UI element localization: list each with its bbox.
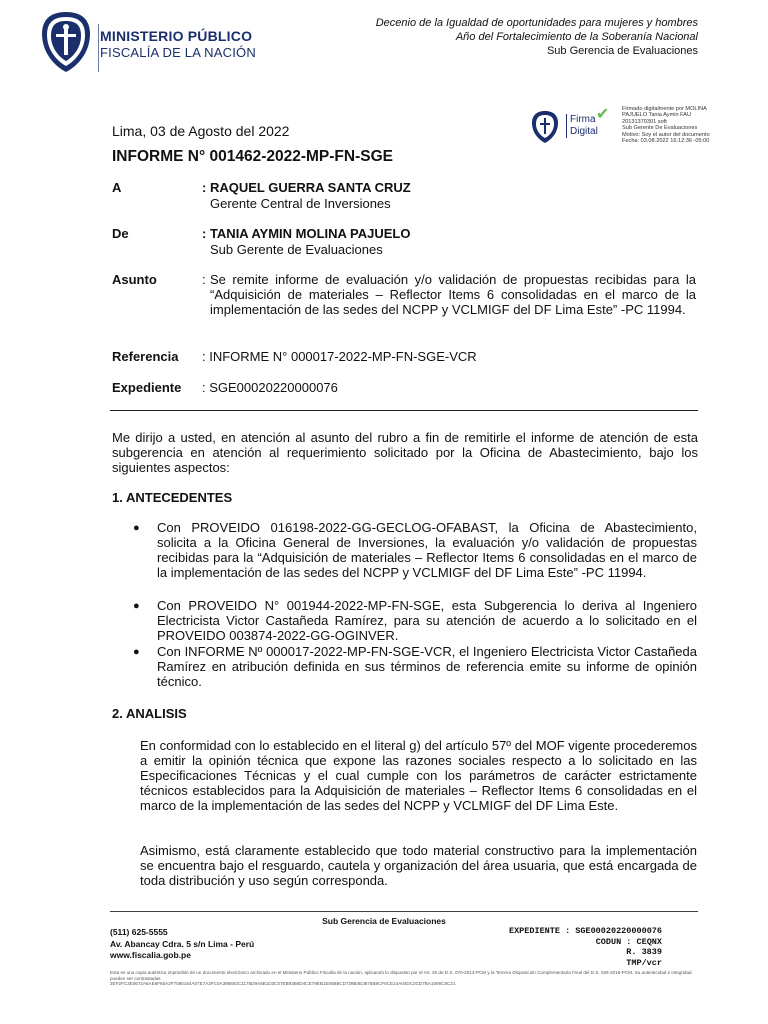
anio-text: Año del Fortalecimiento de la Soberanía Nacional <box>455 31 698 43</box>
org-divider <box>98 24 99 72</box>
footer-codes <box>509 926 662 968</box>
bullet-icon: ● <box>133 646 140 658</box>
footer-website-link[interactable]: www.fiscalia.gob.pe <box>110 950 191 960</box>
signature-seal-icon <box>530 110 560 144</box>
section-analisis-title: 2. ANALISIS <box>112 706 187 721</box>
expediente-label: Expediente <box>112 380 182 395</box>
reference-label: Referencia <box>112 349 179 364</box>
footer-legal-note: Esta es una copia auténtica imprimible de un documento electrónico archivado en el Ministerio Público Fiscalía de la nación, aplicando lo dispuesto por el Art. 25 de D.S. 070-2013-PCM y la Tercera Disposición Complementaria Final del D.S. 026-2016-PCM. Su autenticidad e integridad pueden ser contrastadas 2EF2FC3E0672A6AE6F65A2F7085154A07E7A2FC0A395682C1175D9A5B1D3C07EB93B6D4CE79EB1E06B8CD739B4E3875B8CF6CE14A04DC0CD7BA1095C8C21 <box>110 970 692 987</box>
footer-r: R. 3839 <box>626 947 662 957</box>
firma-digital-label: Firma Digital <box>566 114 598 138</box>
footer-expediente: EXPEDIENTE : SGE00020220000076 <box>508 926 662 936</box>
footer-phone: (511) 625-5555 <box>110 927 168 937</box>
footer-divider <box>110 911 698 912</box>
signature-details: Firmado digitalmente por MOLINA PAJUELO Tania Aymin FAU 20131370301 soft Sub Gerente De Evaluaciones Motivo: Soy el autor del documento Fecha: 03.08.2022 16:12:36 -05:00 <box>622 106 710 145</box>
org-subtitle: FISCALÍA DE LA NACIÓN <box>100 45 256 60</box>
to-label: A <box>112 180 122 195</box>
bullet-icon: ● <box>133 522 140 534</box>
reference-text: : INFORME N° 000017-2022-MP-FN-SGE-VCR <box>202 349 477 364</box>
to-name: : RAQUEL GUERRA SANTA CRUZ <box>202 180 411 195</box>
antecedente-item: Con PROVEIDO 016198-2022-GG-GECLOG-OFABAST, la Oficina de Abastecimiento, solicita a la Oficina General de Inversiones, la evaluación y/o validación de propuestas recibidas para la “Adquisición de materiales – Reflector Items 6 consolidadas en el marco de la implementación de las sedes del NCPP y VCLMIGF del DF Lima Este” -PC 11994. <box>157 520 697 580</box>
decenio-text: Decenio de la Igualdad de oportunidades para mujeres y hombres <box>375 17 698 29</box>
footer-contact <box>110 927 254 962</box>
expediente-text: : SGE00020220000076 <box>202 380 338 395</box>
analysis-paragraph-2: Asimismo, está claramente establecido que todo material constructivo para la implementación se encuentra bajo el resguardo, cautela y organización del área usuaria, que está encargada de toda distribución y uso según corresponda. <box>140 843 697 888</box>
to-role: Gerente Central de Inversiones <box>210 196 391 211</box>
org-name: MINISTERIO PÚBLICO <box>100 28 253 44</box>
header-mottos <box>278 16 698 58</box>
document-title: INFORME N° 001462-2022-MP-FN-SGE <box>112 148 393 165</box>
analysis-paragraph-1: En conformidad con lo establecido en el literal g) del artículo 57º del MOF vigente procederemos a emitir la opinión técnica que expone las razones sociales respecto a lo solicitado en las Especificaciones Técnicas y el cual cumple con los parámetros de carácter estrictamente técnicos establecidos para la Adquisición de materiales – Reflector Items 6 consolidadas en el marco de la implementación de las sedes del NCPP y VCLMIGF del DF Lima Este. <box>140 738 697 813</box>
subject-text: Se remite informe de evaluación y/o validación de propuestas recibidas para la “Adquisición de materiales – Reflector Items 6 consolidadas en el marco de la implementación de las sedes del NCPP y VCLMIGF del DF Lima Este” -PC 11994. <box>210 272 696 317</box>
subject-label: Asunto <box>112 272 157 287</box>
footer-title: Sub Gerencia de Evaluaciones <box>322 916 446 926</box>
from-role: Sub Gerente de Evaluaciones <box>210 242 383 257</box>
from-label: De <box>112 226 129 241</box>
ministerio-publico-logo <box>38 10 94 74</box>
footer-tmp: TMP/vcr <box>626 957 662 968</box>
intro-paragraph: Me dirijo a usted, en atención al asunto del rubro a fin de remitirle el informe de atención de esta subgerencia en atención al requerimiento solicitado por la Oficina de Abastecimiento, bajo los siguientes aspectos: <box>112 430 698 475</box>
antecedente-item: Con INFORME Nº 000017-2022-MP-FN-SGE-VCR, el Ingeniero Electricista Victor Castañeda Ramírez en atribución definida en sus términos de referencia emite su informe de opinión técnico. <box>157 644 697 689</box>
from-name: : TANIA AYMIN MOLINA PAJUELO <box>202 226 411 241</box>
check-icon: ✔ <box>596 106 610 123</box>
footer-address: Av. Abancay Cdra. 5 s/n Lima - Perú <box>110 938 255 949</box>
header-divider <box>110 410 698 411</box>
section-antecedentes-title: 1. ANTECEDENTES <box>112 490 233 505</box>
document-date: Lima, 03 de Agosto del 2022 <box>112 123 290 139</box>
gerencia-text: Sub Gerencia de Evaluaciones <box>546 45 698 57</box>
antecedente-item: Con PROVEIDO N° 001944-2022-MP-FN-SGE, esta Subgerencia lo deriva al Ingeniero Electricista Victor Castañeda Ramírez, para su atención de acuerdo a lo solicitado en el PROVEIDO 003874-2022-GG-OGINVER. <box>157 598 697 643</box>
footer-codun: CODUN : CEQNX <box>595 936 662 947</box>
bullet-icon: ● <box>133 600 140 612</box>
